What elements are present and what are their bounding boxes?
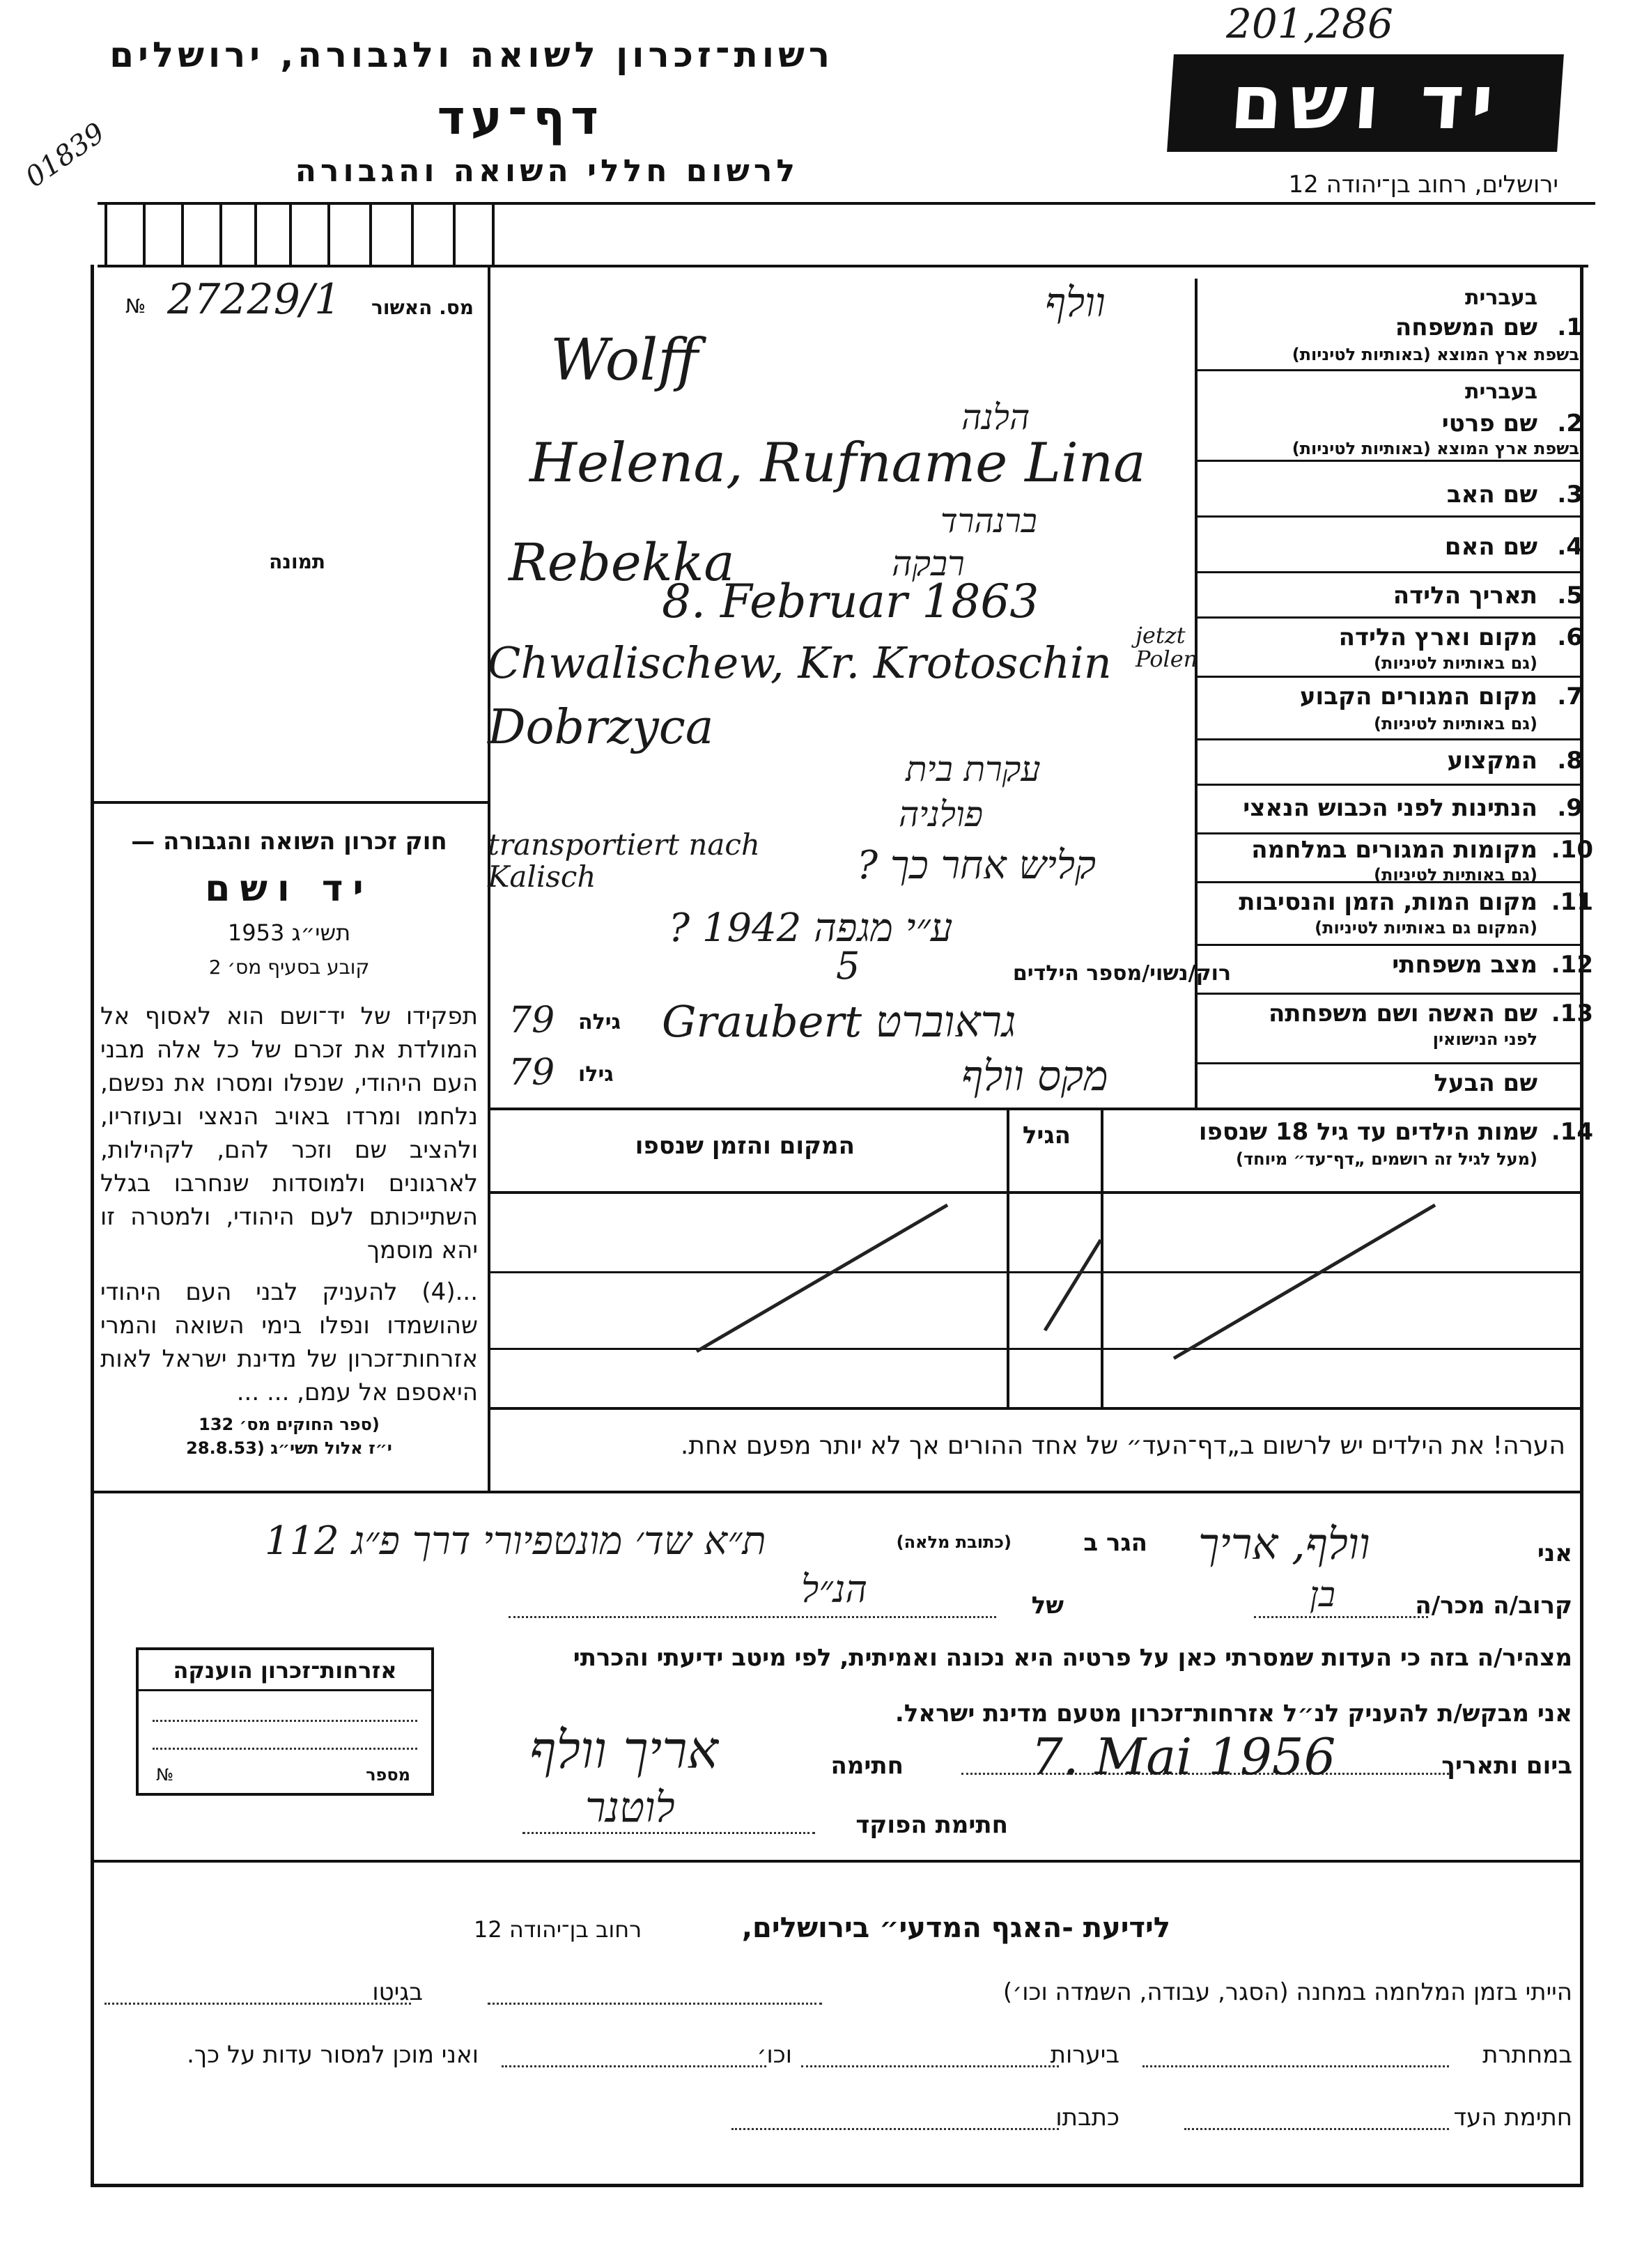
decl-statement2: אני מבקש/ת להעניק לנ״ל אזרחות־זכרון מטעם מדינת ישראל. xyxy=(894,1700,1572,1727)
field-2-label: שם פרטי xyxy=(1441,410,1537,437)
field-12-label: מצב משפחתי xyxy=(1392,951,1537,979)
field-13-value: Graubert גראוברט xyxy=(662,996,1016,1047)
field-6-num: 6. xyxy=(1557,623,1583,651)
margin-number: 01839 xyxy=(20,116,111,194)
field-11-sub: (המקום גם באותיות לטיניות) xyxy=(1315,918,1537,938)
footer-line2-b: ביערות xyxy=(1050,2041,1119,2069)
field-2-value-he: הלנה xyxy=(961,397,1030,437)
field-1-hebrew-tag: בעברית xyxy=(1465,286,1537,310)
note-text: הערה! את הילדים יש לרשום ב„דף־העד״ של אחד ההורים אך לא יותר מפעם אחת. xyxy=(680,1431,1565,1460)
field-4-value: Rebekka xyxy=(509,533,735,593)
field-6-note: jetzt Polen xyxy=(1136,622,1198,672)
logo-text: יד ושם xyxy=(1227,59,1503,146)
authority-line: רשות־זכרון לשואה ולגבורה, ירושלים xyxy=(109,35,834,75)
approval-value: 27229/1 xyxy=(167,275,341,324)
field-6-label: מקום וארץ הלידה xyxy=(1338,623,1537,651)
field-10-label: מקומות המגורים במלחמה xyxy=(1251,836,1537,864)
field-9-num: 9. xyxy=(1557,794,1583,822)
certificate-no-sign: № xyxy=(156,1765,173,1785)
footer-line2-a: במחתרת xyxy=(1482,2041,1572,2069)
field-7-num: 7. xyxy=(1557,683,1583,710)
field-13-age: 79 xyxy=(509,1000,555,1041)
field-10-note: transportiert nach Kalisch xyxy=(488,828,760,894)
field-10-value: קליש אחר כך ? xyxy=(857,843,1097,888)
field-13-age-label: גילה xyxy=(578,1010,621,1034)
field-5-value: 8. Februar 1863 xyxy=(662,575,1039,628)
children-place-header: המקום והזמן שנספו xyxy=(635,1132,855,1160)
decl-statement1: מצהיר/ה בזה כי העדות שמסרתי כאן על פרטיה היא נכונה ואמיתית, לפי מיטב ידיעתי והכרתי xyxy=(573,1644,1572,1672)
field-13-label: שם האשה ושם משפחתה xyxy=(1268,1000,1537,1027)
crossout-line-age xyxy=(1045,1240,1101,1330)
husband-age: 79 xyxy=(509,1052,555,1094)
decl-full-address: (כתובת מלאה) xyxy=(896,1532,1012,1552)
field-7-sub: (גם באותיות לטיניות) xyxy=(1374,714,1537,733)
field-10-num: 10. xyxy=(1551,836,1593,864)
field-3-value: ברנהרד xyxy=(940,502,1037,541)
children-title: שמות הילדים עד גיל 18 שנספו xyxy=(1198,1118,1537,1146)
field-9-label: הנתינות לפני הכבוש הנאצי xyxy=(1243,794,1537,822)
decl-of-value: הנ״ל xyxy=(801,1567,867,1611)
decl-relative-label: קרוב/ה מכר/ה xyxy=(1415,1592,1572,1620)
decl-relation: בן xyxy=(1310,1574,1335,1615)
law-body: תפקידו של יד־ושם הוא לאסוף אל המולדת את זכרם של כל אלה מבני העם היהודי, שנפלו ומסרו את נפשם, נלחמו ומרדו באויב הנאצי ובעוזריו, ולהציב שם וזכר להם, לקהילות, לארגונים ולמוסדות שנחרבו בגלל השתייכותם לעם היהודי, ולמטרה זו יהא מוסמך xyxy=(100,1002,478,1264)
field-8-value: עקרת בית xyxy=(906,749,1041,789)
decl-address: ת״א שד׳ מונטפיורי דרך פ״ג 112 xyxy=(265,1519,766,1564)
law-title: חוק זכרון השואה והגבורה — xyxy=(131,828,447,855)
yad-vashem-logo xyxy=(1167,54,1564,152)
field-4-label: שם האם xyxy=(1444,533,1537,561)
crossout-line-names xyxy=(1174,1205,1435,1358)
husband-value: מקס וולף xyxy=(961,1052,1108,1101)
footer-line2-d: ואני מוכן למסור עדות על כך. xyxy=(187,2041,479,2069)
approval-no-sign: № xyxy=(125,295,146,318)
law-box xyxy=(98,808,481,1491)
decl-officer-label: חתימת הפוקד xyxy=(855,1811,1008,1839)
field-8-label: המקצוע xyxy=(1447,747,1537,775)
decl-declarant: וולף, אריך xyxy=(1198,1519,1370,1569)
field-13-sub: לפני הנישואין xyxy=(1432,1030,1537,1049)
decl-i: אני xyxy=(1537,1539,1572,1567)
certificate-box xyxy=(136,1647,434,1796)
field-12-options: רוק/נשוי/מספר הילדים xyxy=(1012,961,1231,986)
approval-label: מס. האשור xyxy=(371,296,474,319)
field-1-value: Wolff xyxy=(550,327,699,394)
decl-place-date: ביום ותאריך xyxy=(1441,1752,1572,1780)
law-logo: יד ושם xyxy=(205,868,373,910)
decl-officer-value: לוטנר xyxy=(585,1783,675,1832)
field-1-sub: בשפת ארץ המוצא (באותיות לטיניות) xyxy=(1292,345,1579,364)
law-item4: ...(4) להעניק לבני העם היהודי שהושמדו ונפלו בימי השואה והמרי אזרחות־זכרון של מדינת ישראל לאות היאספם אל עמם, ... ... xyxy=(100,1278,478,1406)
field-11-num: 11. xyxy=(1551,888,1593,916)
footer-line2-c: וכו׳ xyxy=(757,2041,792,2069)
approval-row xyxy=(125,275,474,331)
footer-address: רחוב בן־יהודה 12 xyxy=(474,1916,642,1943)
field-7-label: מקום המגורים הקבוע xyxy=(1299,683,1537,710)
code-boxes xyxy=(104,203,495,265)
field-1-value-he: וולף xyxy=(1045,279,1106,326)
field-11-label: מקום המות, הזמן והנסיבות xyxy=(1239,888,1537,916)
footer-line1-b: בגיטו xyxy=(372,1978,423,2006)
field-11-value: ע״י מגפה 1942 ? xyxy=(669,906,953,951)
archive-number: 201,286 xyxy=(1226,0,1393,47)
certificate-number-label: מספר xyxy=(366,1765,410,1785)
field-12-num: 12. xyxy=(1551,951,1593,979)
field-4-num: 4. xyxy=(1557,533,1583,561)
decl-signature-label: חתימה xyxy=(830,1752,904,1780)
photo-label: תמונה xyxy=(269,550,325,573)
form-subtitle: לרשום חללי השואה והגבורה xyxy=(295,153,799,189)
children-age-header: הגיל xyxy=(1022,1121,1071,1149)
footer-line3-a: חתימת העד xyxy=(1453,2104,1572,2131)
field-5-label: תאריך הלידה xyxy=(1393,582,1537,609)
field-1-num: 1. xyxy=(1557,313,1583,341)
field-2-hebrew-tag: בעברית xyxy=(1465,380,1537,404)
husband-age-label: גילו xyxy=(578,1062,614,1087)
field-8-num: 8. xyxy=(1557,747,1583,775)
field-3-num: 3. xyxy=(1557,481,1583,508)
field-3-label: שם האב xyxy=(1446,481,1537,508)
law-clause: קובע בסעיף מס׳ 2 xyxy=(208,956,370,979)
children-num: 14. xyxy=(1551,1118,1593,1146)
field-2-value: Helena, Rufname Lina xyxy=(529,432,1146,495)
field-5-num: 5. xyxy=(1557,582,1583,609)
footer-line1-a: הייתי בזמן המלחמה במחנה (הסגר, עבודה, השמדה וכו׳) xyxy=(1002,1978,1572,2006)
field-2-num: 2. xyxy=(1557,410,1583,437)
decl-residing: הגר ב xyxy=(1083,1529,1147,1557)
husband-label: שם הבעל xyxy=(1434,1069,1537,1097)
field-6-sub: (גם באותיות לטיניות) xyxy=(1374,653,1537,673)
footer-title: לידיעת -האגף המדעי״ בירושלים, xyxy=(741,1912,1170,1944)
field-9-value: פולניה xyxy=(899,794,984,834)
children-sub: (מעל לגיל זה רושמים „דף־עד״ מיוחד) xyxy=(1236,1149,1537,1169)
law-date: י״ז אלול תשי״ג (28.8.53 xyxy=(186,1438,392,1458)
field-10-sub: (גם באותיות לטיניות) xyxy=(1374,865,1537,885)
field-7-value: Dobrzyca xyxy=(488,700,714,755)
footer-line3-b: כתבתו xyxy=(1055,2104,1119,2131)
certificate-title: אזרחות־זכרון הוענקה xyxy=(173,1657,397,1684)
law-year: תשי״ג 1953 xyxy=(227,919,351,946)
form-title: דף־עד xyxy=(437,91,604,146)
footer-title-row xyxy=(474,1912,1170,1954)
law-source: (ספר החוקים מס׳ 132 xyxy=(199,1415,380,1434)
decl-signature-value: אריך וולף xyxy=(529,1721,718,1780)
field-6-value: Chwalischew, Kr. Krotoschin xyxy=(488,637,1112,688)
field-4-value-he: רבקה xyxy=(892,543,965,584)
field-1-label: שם המשפחה xyxy=(1395,313,1537,341)
field-12-value: 5 xyxy=(836,944,860,988)
address-line: ירושלים, רחוב בן־יהודה 12 xyxy=(1288,171,1558,199)
decl-of: של xyxy=(1031,1592,1064,1620)
field-13-num: 13. xyxy=(1551,1000,1593,1027)
field-2-sub: בשפת ארץ המוצא (באותיות לטיניות) xyxy=(1292,439,1579,458)
decl-date-value: 7. Mai 1956 xyxy=(1031,1727,1336,1786)
crossout-line-place xyxy=(697,1205,947,1351)
children-crossout-lines xyxy=(488,1191,1581,1407)
